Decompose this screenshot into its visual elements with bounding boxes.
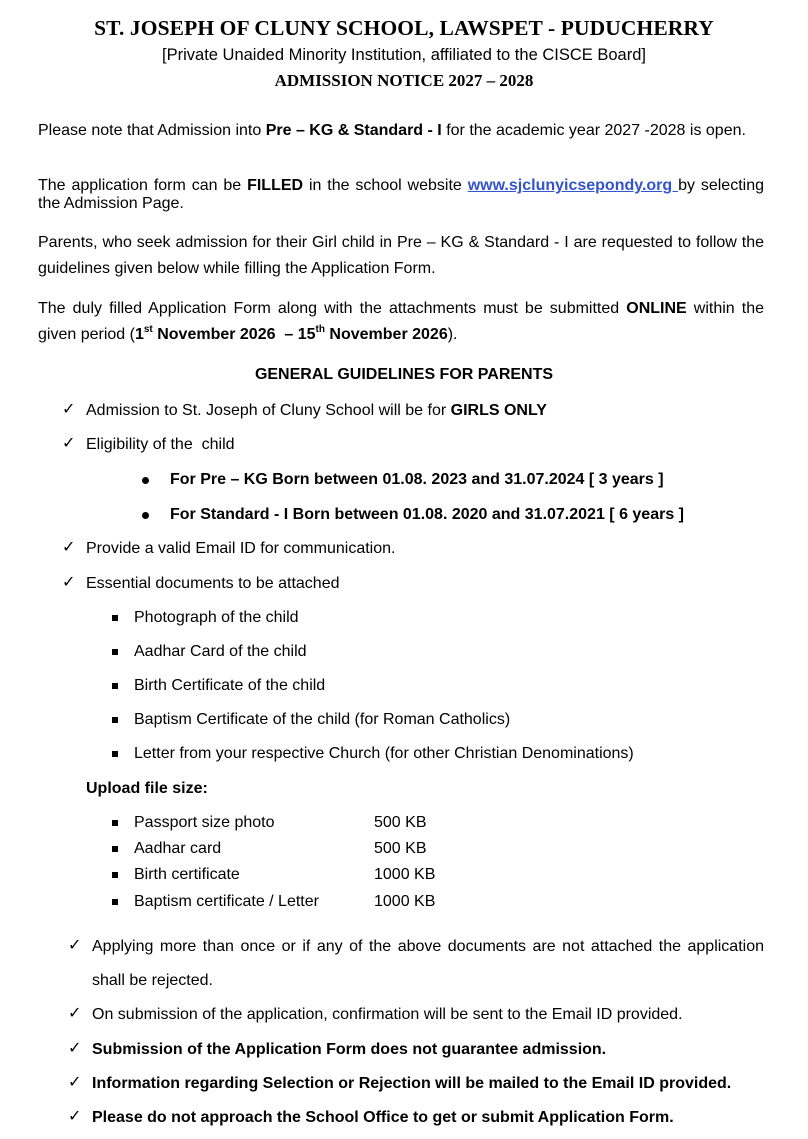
upload-item-size: 1000 KB [374, 893, 436, 910]
submission-period: 1st November 2026 – 15th November 2026 [134, 324, 448, 343]
guideline-email: Provide a valid Email ID for communication. [86, 540, 396, 557]
square-bullet-icon [112, 649, 118, 655]
check-icon: ✓ [62, 574, 76, 591]
intro-paragraph-4 [38, 296, 764, 348]
p2-text: The application form can be [38, 177, 248, 194]
eligibility-pre-kg: For Pre – KG Born between 01.08. 2023 and 31.07.2024 [ 3 years ] [170, 471, 664, 488]
intro-paragraph-2 [38, 177, 764, 213]
guideline-eligibility: Eligibility of the child [86, 436, 235, 453]
upload-size-heading: Upload file size: [86, 780, 208, 797]
document-item: Baptism Certificate of the child (for Roman Catholics) [134, 711, 511, 728]
p1-text-end: for the academic year 2027 -2028 is open. [441, 122, 746, 139]
square-bullet-icon [112, 820, 118, 826]
square-bullet-icon [112, 615, 118, 621]
affiliation-line: [Private Unaided Minority Institution, affiliated to the CISCE Board] [162, 46, 646, 64]
square-bullet-icon [112, 717, 118, 723]
upload-item-name: Baptism certificate / Letter [134, 893, 319, 910]
school-name: ST. JOSEPH OF CLUNY SCHOOL, LAWSPET - PUDUCHERRY [94, 16, 714, 40]
check-icon: ✓ [62, 401, 76, 418]
upload-item-size: 500 KB [374, 814, 427, 831]
p1-bold: Pre – KG & Standard - I [265, 122, 442, 139]
p2-text-end: by selecting the Admission Page. [38, 177, 764, 212]
square-bullet-icon [112, 899, 118, 905]
check-icon: ✓ [68, 1074, 82, 1091]
square-bullet-icon [112, 751, 118, 757]
check-icon: ✓ [62, 435, 76, 452]
bullet-icon [142, 512, 149, 519]
upload-item-size: 500 KB [374, 840, 427, 857]
guidelines-heading: GENERAL GUIDELINES FOR PARENTS [254, 366, 554, 383]
document-item: Aadhar Card of the child [134, 643, 307, 660]
p4-text: The duly filled Application Form along with the attachments must be submitted [38, 300, 627, 317]
check-icon: ✓ [68, 937, 82, 954]
document-item: Photograph of the child [134, 609, 299, 626]
square-bullet-icon [112, 683, 118, 689]
p2-text-middle: in the school website [303, 177, 468, 194]
check-icon: ✓ [68, 1040, 82, 1057]
rule-no-guarantee: Submission of the Application Form does not guarantee admission. [92, 1041, 607, 1058]
rule-email-result: Information regarding Selection or Rejection will be mailed to the Email ID provided. [92, 1075, 732, 1092]
eligibility-standard-1: For Standard - I Born between 01.08. 2020 and 31.07.2021 [ 6 years ] [170, 506, 684, 523]
intro-paragraph-3: Parents, who seek admission for their Girl child in Pre – KG & Standard - I are requested to follow the guidelines given below while filling the Application Form. [38, 234, 764, 277]
p4-text-end: ). [447, 326, 458, 343]
upload-item-size: 1000 KB [374, 866, 436, 883]
intro-paragraph-1 [38, 122, 764, 140]
document-item: Letter from your respective Church (for other Christian Denominations) [134, 745, 634, 762]
rule-confirmation: On submission of the application, confirmation will be sent to the Email ID provided. [92, 1006, 683, 1023]
document-item: Birth Certificate of the child [134, 677, 326, 694]
p1-text: Please note that Admission into [38, 122, 266, 139]
upload-item-name: Aadhar card [134, 840, 222, 857]
p4-text-middle: within the given period ( [38, 300, 764, 343]
check-icon: ✓ [62, 539, 76, 556]
p2-bold: FILLED [247, 177, 304, 194]
check-icon: ✓ [68, 1108, 82, 1125]
guideline-girls-only: Admission to St. Joseph of Cluny School will be for GIRLS ONLY [86, 402, 547, 419]
upload-item-name: Passport size photo [134, 814, 275, 831]
bullet-icon [142, 477, 149, 484]
upload-item-name: Birth certificate [134, 866, 240, 883]
notice-title: ADMISSION NOTICE 2027 – 2028 [274, 71, 534, 90]
rule-no-office-visit: Please do not approach the School Office to get or submit Application Form. [92, 1109, 674, 1126]
square-bullet-icon [112, 872, 118, 878]
p4-bold: ONLINE [626, 300, 687, 317]
square-bullet-icon [112, 846, 118, 852]
guideline-documents: Essential documents to be attached [86, 575, 340, 592]
school-website-link[interactable]: www.sjclunyicsepondy.org [467, 177, 679, 194]
check-icon: ✓ [68, 1005, 82, 1022]
rule-rejection: Applying more than once or if any of the above documents are not attached the application shall be rejected. [92, 938, 764, 989]
